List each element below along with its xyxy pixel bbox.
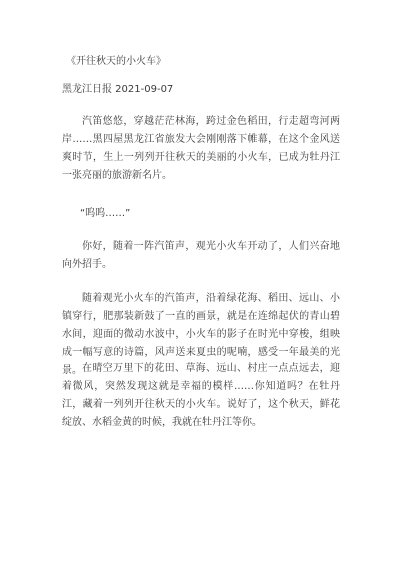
paragraph-1: 汽笛悠悠，穿越茫茫林海，跨过金色稻田，行走超弯河两岸……黑四屋黑龙江省旅发大会刚刚落下帷幕，在这个金风送爽时节，生上一列列开往秋天的美丽的小火车，已成为牡丹江一张亮丽的旅游新名片。 bbox=[62, 116, 340, 181]
paragraph-4: 随着观光小火车的汽笛声，沿着绿花海、稻田、远山、小镇穿行，肥那装新鼓了一直的画景，就是在连绵起伏的青山碧水间，迎面的微动水波中，小火车的影子在时光中穿梭，组映成一幅写意的诗篇，风声送来夏虫的呢喃，感受一年最美的光景。 bbox=[62, 293, 340, 376]
article-title: 《开往秋天的小火车》 bbox=[66, 56, 166, 67]
article-source-date: 黑龙江日报 2021-09-07 bbox=[62, 84, 174, 95]
paragraph-2: “呜呜……” bbox=[80, 208, 131, 219]
paragraph-3: 你好，随着一阵汽笛声，观光小火车开动了，人们兴奋地向外招手。 bbox=[62, 241, 340, 270]
paragraph-5: 在晴空万里下的花田、草海、远山、村庄一点点远去，迎着微风，突然发现这就是幸福的模样……你知道吗？在牡丹江，藏着一列列开往秋天的小火车。说好了，这个秋天，鲜花绽放、水稻金黄的时候，我就在牡丹江等你。 bbox=[62, 363, 340, 428]
